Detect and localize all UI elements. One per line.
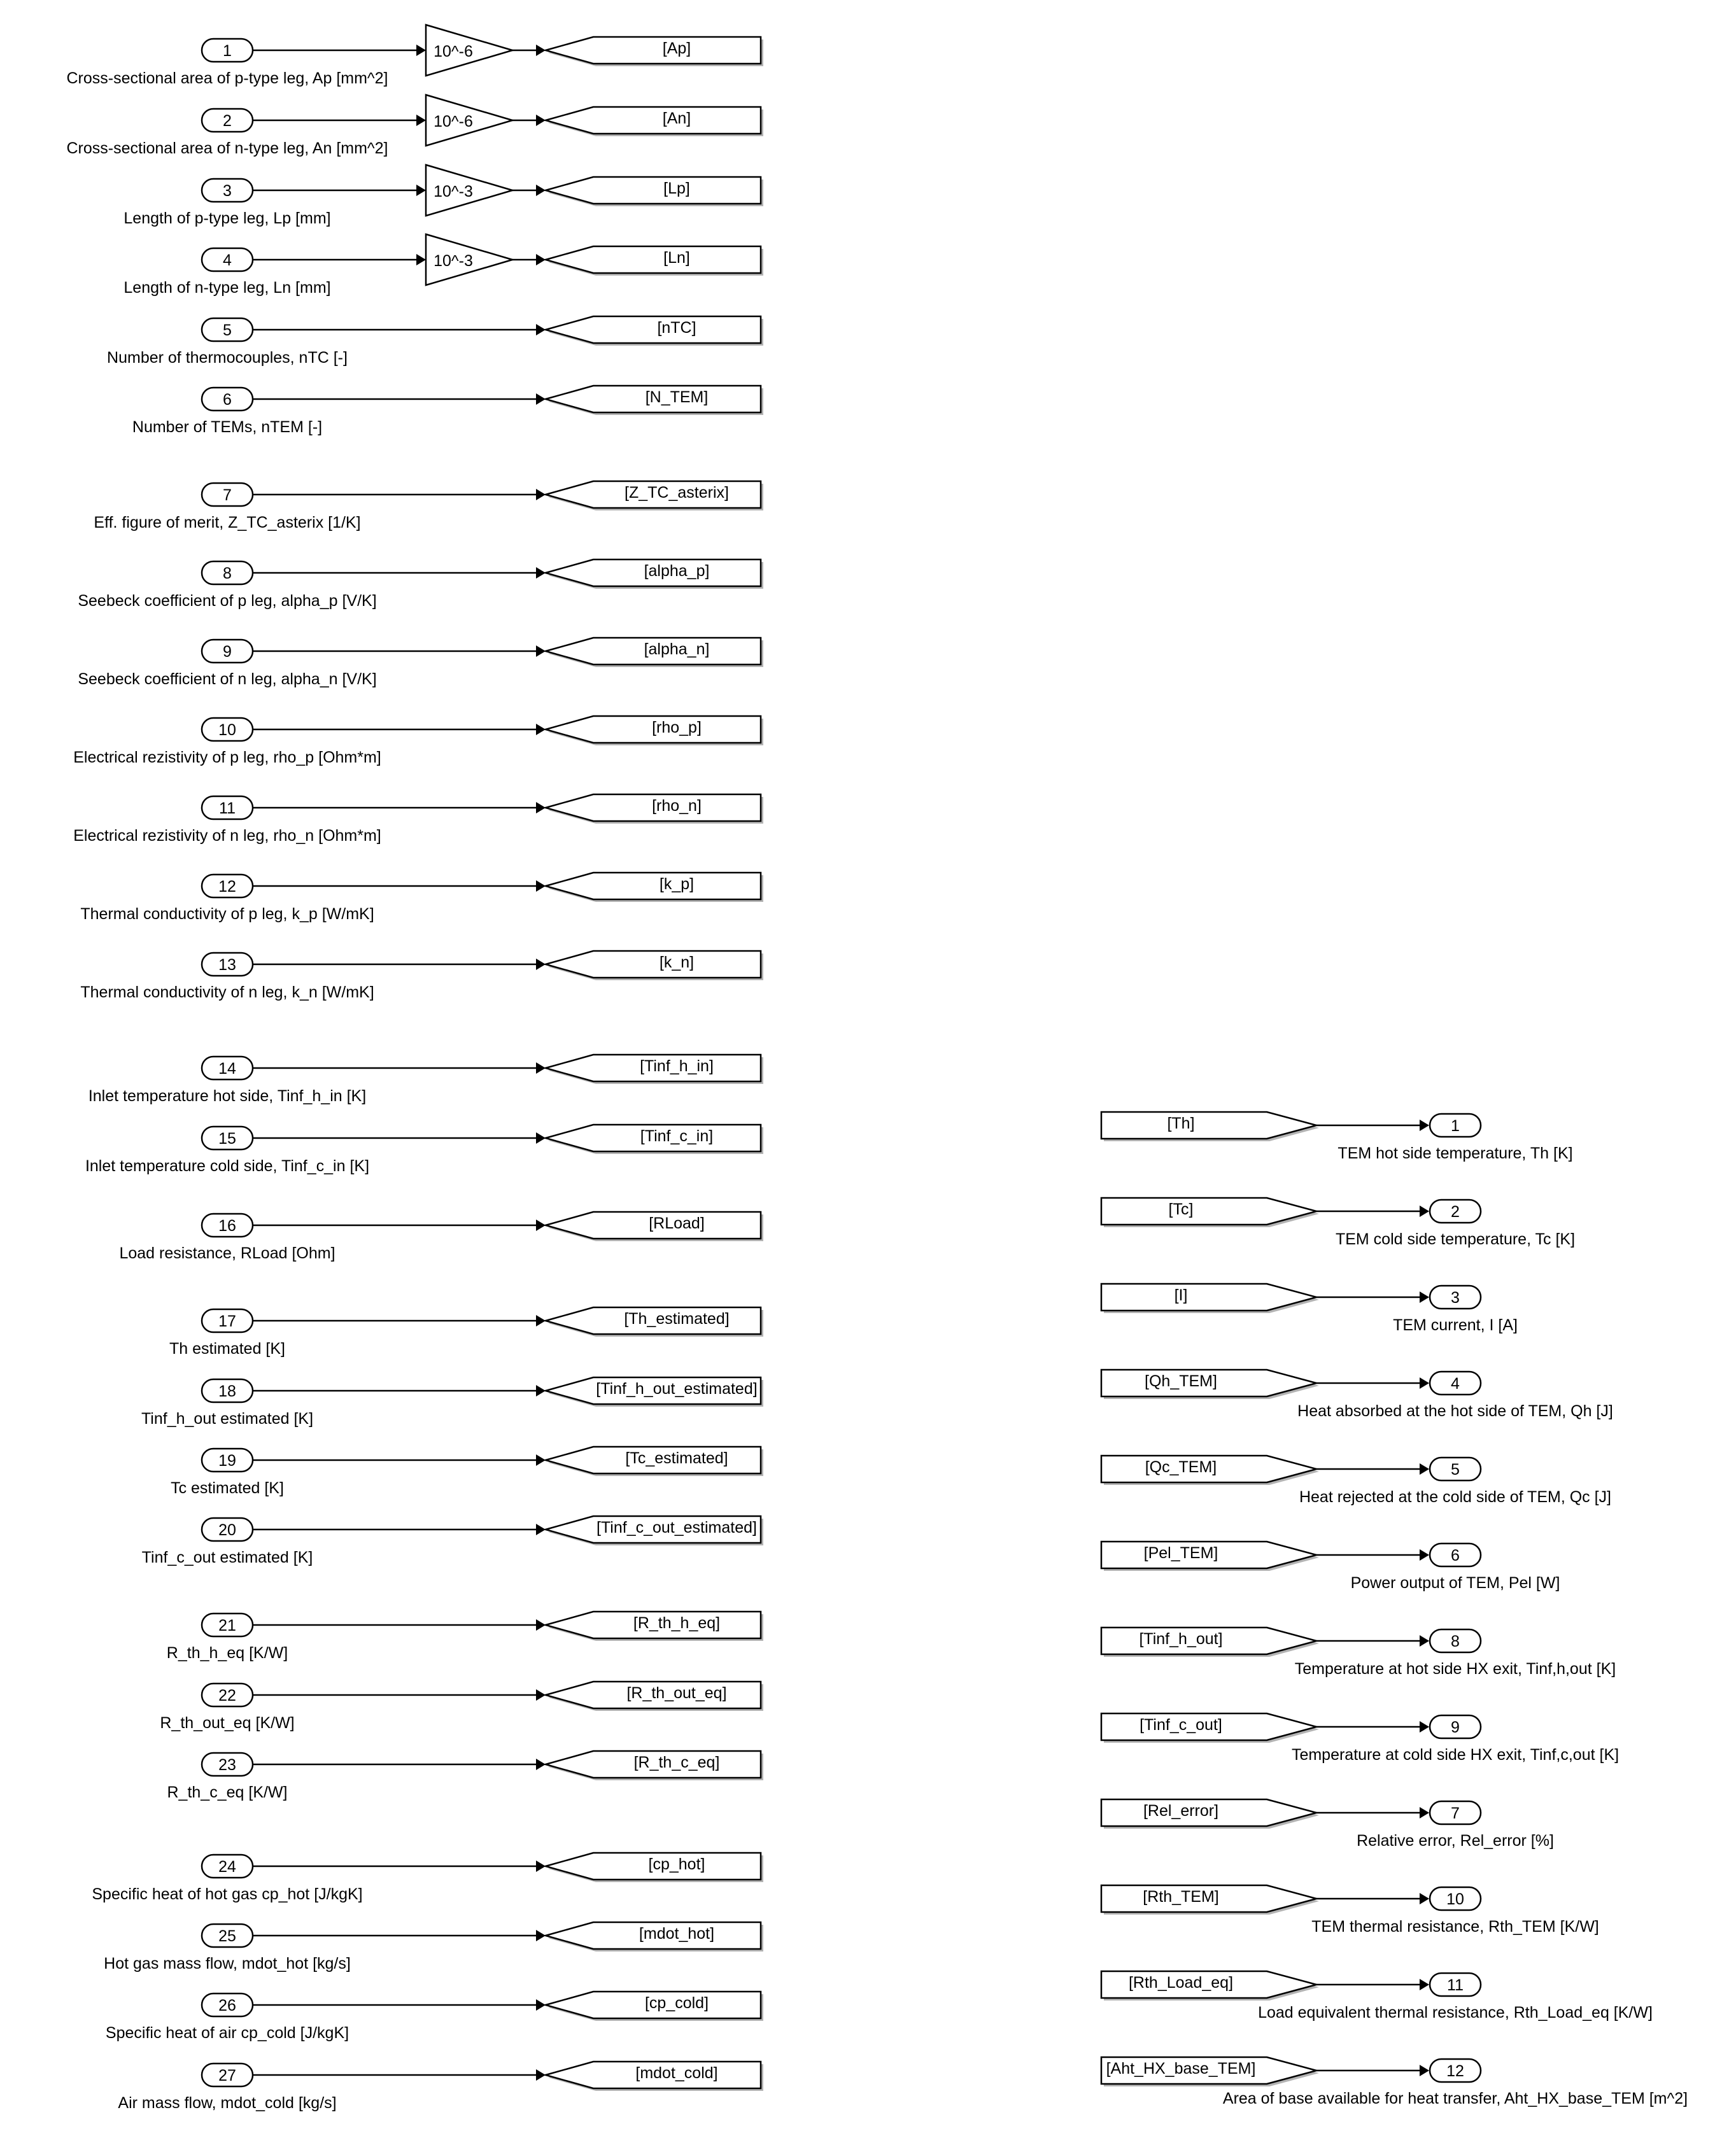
inport-row bbox=[73, 716, 763, 766]
inport-row bbox=[167, 1612, 763, 1662]
outport-number: 5 bbox=[1451, 1461, 1460, 1479]
inport-number: 2 bbox=[223, 112, 232, 130]
outport-label: Load equivalent thermal resistance, Rth_Load_eq [K/W] bbox=[1258, 2004, 1653, 2022]
inport-number: 13 bbox=[218, 956, 236, 974]
outport-row bbox=[1101, 1799, 1554, 1850]
from-tag-label: [Tinf_c_out] bbox=[1140, 1716, 1222, 1734]
inport-number: 17 bbox=[218, 1312, 236, 1330]
outport-label: Temperature at cold side HX exit, Tinf,c,out [K] bbox=[1291, 1746, 1620, 1764]
from-tag-label: [Rel_error] bbox=[1143, 1802, 1219, 1820]
inport-label: R_th_c_eq [K/W] bbox=[167, 1783, 288, 1801]
inport-label: Th estimated [K] bbox=[169, 1340, 286, 1358]
inport-label: Electrical rezistivity of p leg, rho_p [Ohm*m] bbox=[73, 749, 381, 766]
from-tag[interactable] bbox=[1101, 1112, 1316, 1139]
goto-tag-label: [cp_cold] bbox=[644, 1994, 709, 2012]
inport-label: Seebeck coefficient of n leg, alpha_n [V/K] bbox=[78, 670, 377, 688]
from-tag-label: [Tc] bbox=[1168, 1200, 1194, 1218]
outport-row bbox=[1101, 1112, 1573, 1162]
inport-label: Seebeck coefficient of p leg, alpha_p [V/K] bbox=[78, 592, 377, 610]
inport-row bbox=[169, 1307, 763, 1358]
outport-label: TEM hot side temperature, Th [K] bbox=[1337, 1144, 1573, 1162]
outport-number: 12 bbox=[1446, 2062, 1464, 2080]
goto-tag[interactable] bbox=[546, 107, 761, 134]
inport-label: Inlet temperature cold side, Tinf_c_in [K] bbox=[85, 1157, 370, 1175]
inport-label: Air mass flow, mdot_cold [kg/s] bbox=[118, 2094, 337, 2112]
inport-label: Thermal conductivity of n leg, k_n [W/mK] bbox=[80, 983, 374, 1001]
inport-number: 10 bbox=[218, 721, 236, 739]
inport-number: 25 bbox=[218, 1927, 236, 1945]
goto-tag[interactable] bbox=[546, 316, 761, 343]
inport-label: R_th_h_eq [K/W] bbox=[166, 1644, 288, 1662]
goto-tag-label: [Tinf_c_in] bbox=[640, 1127, 714, 1145]
inport-number: 6 bbox=[223, 391, 232, 409]
outport-number: 1 bbox=[1451, 1117, 1460, 1135]
inport-number: 22 bbox=[218, 1687, 236, 1705]
goto-tag[interactable] bbox=[546, 246, 761, 273]
outport-number: 2 bbox=[1451, 1203, 1460, 1221]
outport-row bbox=[1101, 1370, 1613, 1420]
inport-row bbox=[92, 1853, 763, 1903]
goto-tag-label: [mdot_cold] bbox=[635, 2064, 718, 2082]
goto-tag-label: [k_p] bbox=[659, 875, 695, 893]
inport-number: 1 bbox=[223, 42, 232, 60]
goto-tag-label: [Lp] bbox=[663, 179, 690, 197]
from-tag-label: [I] bbox=[1174, 1286, 1188, 1304]
from-tag-label: [Qc_TEM] bbox=[1145, 1458, 1217, 1476]
goto-tag-label: [Ap] bbox=[662, 39, 691, 57]
outport-number: 3 bbox=[1451, 1289, 1460, 1307]
outport-row bbox=[1101, 1971, 1653, 2022]
goto-tag-label: [N_TEM] bbox=[645, 388, 709, 406]
inport-number: 24 bbox=[218, 1858, 236, 1876]
outport-row bbox=[1101, 1713, 1619, 1764]
outport-label: TEM thermal resistance, Rth_TEM [K/W] bbox=[1311, 1918, 1599, 1936]
inport-number: 3 bbox=[223, 182, 232, 200]
outport-label: Heat rejected at the cold side of TEM, Qc [J] bbox=[1299, 1488, 1612, 1506]
goto-tag-label: [k_n] bbox=[659, 953, 695, 971]
inport-number: 9 bbox=[223, 643, 232, 661]
goto-tag-label: [Th_estimated] bbox=[624, 1310, 730, 1328]
from-tag-label: [Qh_TEM] bbox=[1145, 1372, 1217, 1390]
inport-number: 5 bbox=[223, 321, 232, 339]
outport-number: 4 bbox=[1451, 1375, 1460, 1393]
inport-label: Inlet temperature hot side, Tinf_h_in [K] bbox=[88, 1087, 367, 1105]
inport-number: 23 bbox=[218, 1756, 236, 1774]
inport-row bbox=[123, 234, 763, 297]
inport-number: 18 bbox=[218, 1382, 236, 1400]
goto-tag-label: [Ln] bbox=[663, 249, 690, 267]
inport-number: 11 bbox=[219, 799, 236, 817]
gain-value: 10^-6 bbox=[434, 43, 473, 60]
from-tag-label: [Rth_Load_eq] bbox=[1128, 1974, 1234, 1992]
outport-row bbox=[1101, 2057, 1688, 2107]
outport-number: 11 bbox=[1447, 1976, 1464, 1994]
inport-number: 26 bbox=[218, 1997, 236, 2015]
from-tag-label: [Rth_TEM] bbox=[1143, 1888, 1219, 1906]
inport-number: 19 bbox=[218, 1452, 236, 1470]
inport-row bbox=[73, 794, 763, 845]
outport-row bbox=[1101, 1198, 1575, 1248]
inport-row bbox=[66, 25, 763, 87]
gain-value: 10^-6 bbox=[434, 113, 473, 130]
outport-row bbox=[1101, 1456, 1611, 1506]
outport-row bbox=[1101, 1284, 1518, 1334]
inport-number: 20 bbox=[218, 1521, 236, 1539]
goto-tag-label: [alpha_p] bbox=[644, 562, 710, 580]
inport-label: Cross-sectional area of n-type leg, An [mm^2] bbox=[66, 139, 388, 157]
goto-tag-label: [rho_p] bbox=[652, 719, 702, 736]
inport-row bbox=[78, 559, 763, 610]
goto-tag-label: [alpha_n] bbox=[644, 640, 710, 658]
inport-label: Electrical rezistivity of n leg, rho_n [Ohm*m] bbox=[73, 827, 381, 845]
gain-value: 10^-3 bbox=[434, 183, 473, 200]
inport-number: 27 bbox=[218, 2067, 236, 2085]
inport-label: Thermal conductivity of p leg, k_p [W/mK] bbox=[80, 905, 374, 923]
goto-tag[interactable] bbox=[546, 37, 761, 64]
gain-value: 10^-3 bbox=[434, 252, 473, 270]
outport-row bbox=[1101, 1628, 1616, 1678]
outport-number: 8 bbox=[1451, 1633, 1460, 1650]
goto-tag-label: [Tinf_h_in] bbox=[640, 1057, 714, 1075]
outport-label: Relative error, Rel_error [%] bbox=[1357, 1832, 1554, 1850]
inport-row bbox=[123, 165, 763, 227]
inport-label: Tc estimated [K] bbox=[171, 1479, 284, 1497]
goto-tag-label: [R_th_out_eq] bbox=[626, 1684, 727, 1702]
inport-number: 8 bbox=[223, 565, 232, 582]
from-tag-label: [Tinf_h_out] bbox=[1139, 1630, 1223, 1648]
goto-tag[interactable] bbox=[546, 177, 761, 204]
inport-label: Hot gas mass flow, mdot_hot [kg/s] bbox=[104, 1955, 351, 1973]
inport-label: Length of p-type leg, Lp [mm] bbox=[123, 209, 331, 227]
outport-row bbox=[1101, 1542, 1560, 1592]
inport-number: 14 bbox=[218, 1060, 236, 1078]
inport-number: 7 bbox=[223, 486, 232, 504]
outport-number: 7 bbox=[1451, 1804, 1460, 1822]
outport-number: 6 bbox=[1451, 1547, 1460, 1565]
inport-row bbox=[78, 638, 763, 688]
inport-label: R_th_out_eq [K/W] bbox=[160, 1714, 295, 1732]
outport-row bbox=[1101, 1885, 1599, 1936]
outport-label: Heat absorbed at the hot side of TEM, Qh [J] bbox=[1297, 1402, 1613, 1420]
inport-row bbox=[171, 1447, 763, 1497]
goto-tag-label: [R_th_c_eq] bbox=[633, 1754, 720, 1771]
goto-tag-label: [cp_hot] bbox=[648, 1855, 705, 1873]
inport-label: Eff. figure of merit, Z_TC_asterix [1/K] bbox=[94, 514, 361, 531]
inport-number: 12 bbox=[218, 878, 236, 896]
from-tag-label: [Th] bbox=[1167, 1115, 1195, 1132]
inport-row bbox=[88, 1055, 763, 1105]
inport-row bbox=[94, 481, 763, 531]
inport-label: Specific heat of air cp_cold [J/kgK] bbox=[105, 2024, 349, 2042]
inport-row bbox=[141, 1377, 763, 1428]
inport-row bbox=[104, 1922, 763, 1973]
from-tag-label: [Aht_HX_base_TEM] bbox=[1106, 2060, 1256, 2078]
inport-row bbox=[80, 951, 763, 1001]
inport-row bbox=[85, 1125, 763, 1175]
inport-row bbox=[119, 1212, 763, 1262]
goto-tag-label: [R_th_h_eq] bbox=[633, 1614, 721, 1632]
goto-tag[interactable] bbox=[546, 951, 761, 978]
inport-row bbox=[66, 95, 763, 157]
outport-number: 9 bbox=[1451, 1719, 1460, 1736]
goto-tag-label: [RLoad] bbox=[649, 1214, 705, 1232]
outport-label: TEM cold side temperature, Tc [K] bbox=[1335, 1230, 1576, 1248]
inport-label: Tinf_c_out estimated [K] bbox=[141, 1549, 313, 1566]
inport-label: Number of thermocouples, nTC [-] bbox=[107, 349, 348, 367]
from-tag[interactable] bbox=[1101, 1284, 1316, 1311]
goto-tag[interactable] bbox=[546, 873, 761, 899]
inport-label: Length of n-type leg, Ln [mm] bbox=[123, 279, 331, 297]
inport-row bbox=[106, 1992, 763, 2042]
inport-row bbox=[142, 1516, 763, 1566]
inport-number: 16 bbox=[218, 1217, 236, 1235]
inport-row bbox=[167, 1751, 763, 1801]
goto-tag-label: [An] bbox=[662, 109, 691, 127]
goto-tag-label: [Tinf_c_out_estimated] bbox=[596, 1519, 757, 1537]
inport-label: Load resistance, RLoad [Ohm] bbox=[119, 1244, 335, 1262]
from-tag[interactable] bbox=[1101, 1198, 1316, 1225]
goto-tag-label: [rho_n] bbox=[652, 797, 702, 815]
goto-tag-label: [Z_TC_asterix] bbox=[625, 484, 729, 502]
outport-label: Temperature at hot side HX exit, Tinf,h,out [K] bbox=[1294, 1660, 1616, 1678]
goto-tag-label: [nTC] bbox=[657, 319, 696, 337]
outport-label: Area of base available for heat transfer, Aht_HX_base_TEM [m^2] bbox=[1222, 2090, 1688, 2107]
outport-label: TEM current, I [A] bbox=[1393, 1316, 1518, 1334]
inport-row bbox=[132, 386, 763, 436]
inport-row bbox=[80, 873, 763, 923]
outport-label: Power output of TEM, Pel [W] bbox=[1350, 1574, 1560, 1592]
inport-label: Cross-sectional area of p-type leg, Ap [mm^2] bbox=[66, 69, 388, 87]
goto-tag-label: [mdot_hot] bbox=[639, 1925, 715, 1943]
from-tag-label: [Pel_TEM] bbox=[1143, 1544, 1218, 1562]
inport-row bbox=[118, 2062, 763, 2112]
goto-tag-label: [Tinf_h_out_estimated] bbox=[596, 1380, 758, 1398]
inport-number: 21 bbox=[218, 1617, 236, 1635]
inport-label: Tinf_h_out estimated [K] bbox=[141, 1410, 314, 1428]
inport-number: 4 bbox=[223, 251, 232, 269]
goto-tag-label: [Tc_estimated] bbox=[625, 1449, 728, 1467]
inport-label: Number of TEMs, nTEM [-] bbox=[132, 418, 323, 436]
outport-number: 10 bbox=[1446, 1890, 1464, 1908]
inport-row bbox=[160, 1682, 763, 1732]
inport-row bbox=[107, 316, 763, 367]
inport-number: 15 bbox=[218, 1130, 236, 1148]
inport-label: Specific heat of hot gas cp_hot [J/kgK] bbox=[92, 1885, 363, 1903]
